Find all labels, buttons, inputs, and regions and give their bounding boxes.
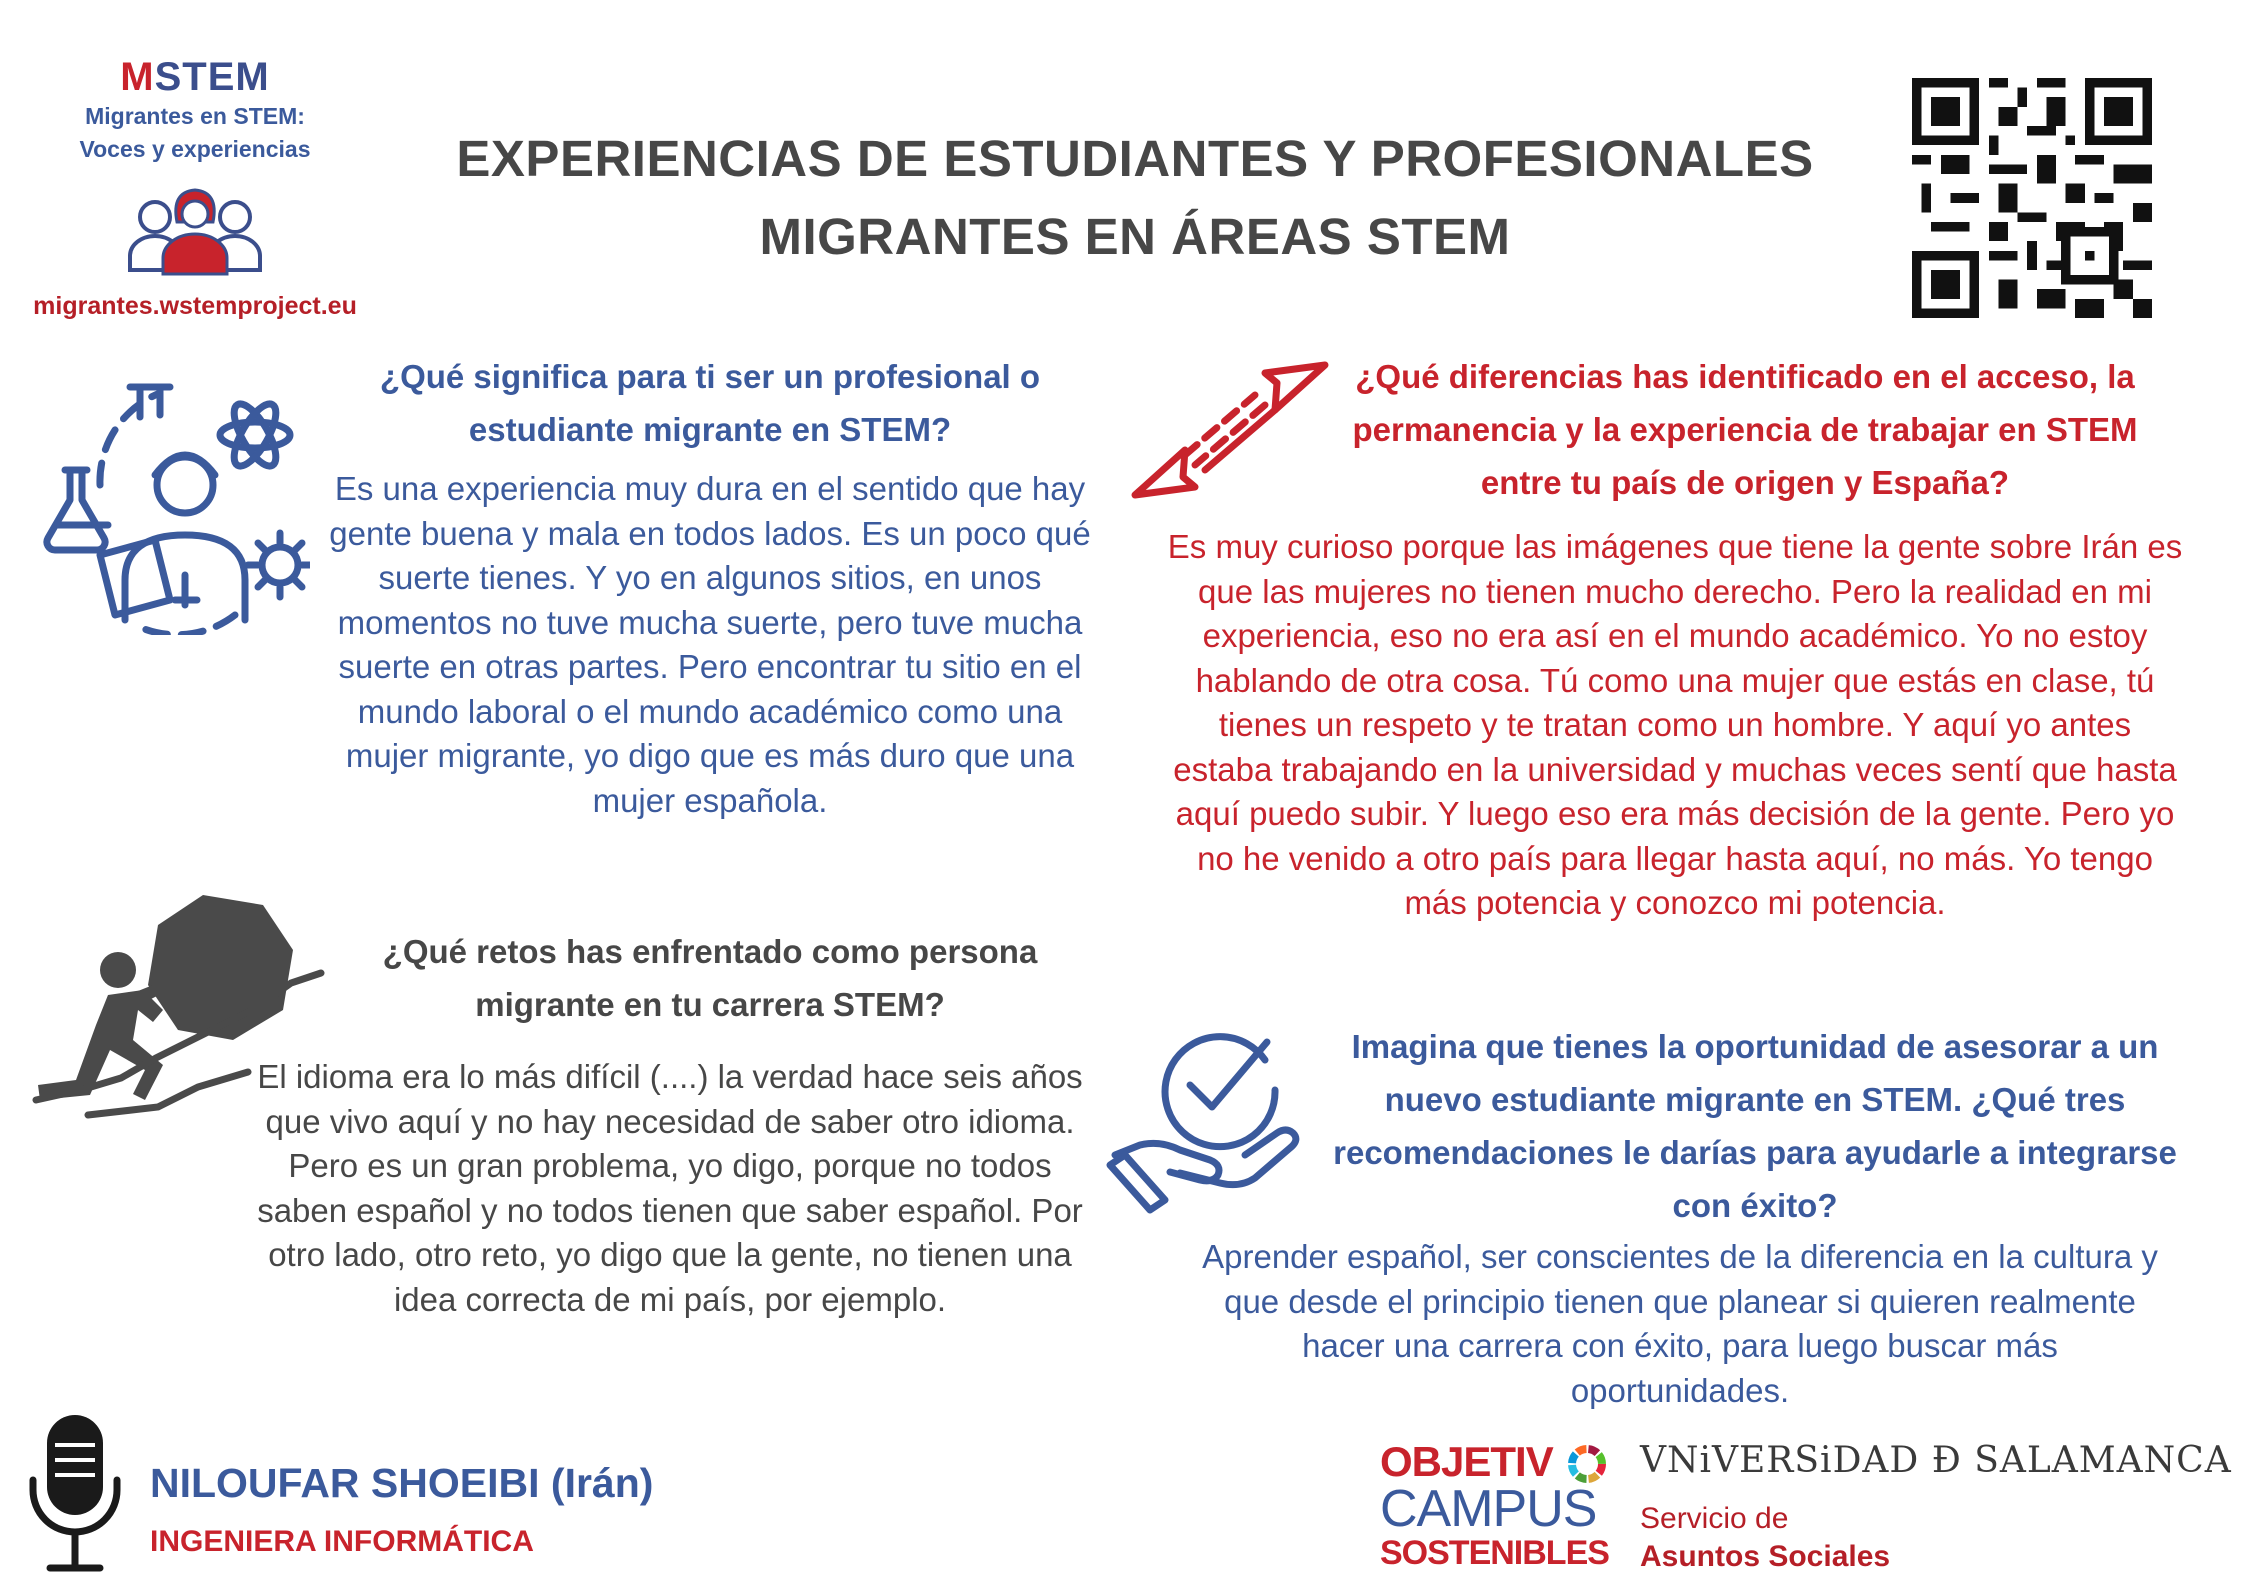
project-url[interactable]: migrantes.wstemproject.eu bbox=[33, 292, 357, 320]
two-way-arrows-icon bbox=[1125, 355, 1335, 505]
answer-2: Es muy curioso porque las imágenes que tiene la gente sobre Irán es que las mujeres no tienen mucho derecho. Pero la realidad en mi experiencia, eso no era así en el mundo académico. Yo no estoy hablando de otra cosa. Tú como una mujer que estás en clase, tú tienes un respeto y te tratan como un hombre. Y aquí yo antes estaba trabajando en la universidad y muchas veces sentí que hasta aquí puedo subir. Y luego eso era más decisión de la gente. Pero yo no he venido a otro país para llegar hasta aquí, no más. Yo tengo más potencia y conozco mi potencia. bbox=[1167, 528, 2183, 921]
sdg-wheel-icon bbox=[1567, 1444, 1607, 1484]
objetivo-line3: SOSTENIBLES bbox=[1380, 1534, 1609, 1572]
university-logo: VNiVERSiDAD Đ SALAMANCA bbox=[1640, 1440, 2232, 1481]
page-title-line2: MIGRANTES EN ÁREAS STEM bbox=[759, 208, 1511, 265]
question-4: Imagina que tienes la oportunidad de asesorar a un nuevo estudiante migrante en STEM. ¿Qué tres recomendaciones le darías para ayudarle a integrarse con éxito? bbox=[1333, 1028, 2177, 1224]
brand-subtitle-line1: Migrantes en STEM: bbox=[85, 103, 305, 129]
answer-3: El idioma era lo más difícil (....) la verdad hace seis años que vivo aquí y no hay necesidad de saber otro idioma. Pero es un gran problema, yo digo, porque no todos saben español y no todos tienen que saber español. Por otro lado, otro reto, yo digo que la gente, no tienen una idea correcta de mi país, por ejemplo. bbox=[257, 1058, 1083, 1318]
hand-check-icon bbox=[1105, 1025, 1305, 1215]
speaker-role: INGENIERA INFORMÁTICA bbox=[150, 1525, 534, 1558]
scientist-icon bbox=[30, 375, 310, 635]
service-line1: Servicio de bbox=[1640, 1502, 1789, 1535]
qr-code[interactable] bbox=[1912, 78, 2152, 318]
brand-subtitle-line2: Voces y experiencias bbox=[79, 136, 311, 162]
question-3: ¿Qué retos has enfrentado como persona migrante en tu carrera STEM? bbox=[382, 933, 1038, 1023]
speaker-name: NILOUFAR SHOEIBI (Irán) bbox=[150, 1460, 654, 1506]
people-group-icon bbox=[125, 182, 265, 277]
question-2: ¿Qué diferencias has identificado en el acceso, la permanencia y la experiencia de trabajar en STEM entre tu país de origen y España? bbox=[1352, 358, 2138, 501]
project-brand bbox=[20, 55, 370, 166]
objetivo-line1: OBJETIV bbox=[1380, 1438, 1553, 1485]
page-title-line1: EXPERIENCIAS DE ESTUDIANTES Y PROFESIONALES bbox=[456, 130, 1814, 187]
answer-4: Aprender español, ser conscientes de la diferencia en la cultura y que desde el principio tienen que planear si quieren realmente hacer una carrera con éxito, para luego buscar más oportunidades. bbox=[1202, 1238, 2158, 1409]
question-1: ¿Qué significa para ti ser un profesional o estudiante migrante en STEM? bbox=[379, 358, 1041, 448]
microphone-icon bbox=[25, 1410, 125, 1575]
objetivo-line2: CAMPUS bbox=[1380, 1480, 1597, 1538]
page-title bbox=[420, 120, 1850, 276]
brand-logo-title: MSTEM bbox=[120, 55, 270, 99]
answer-1: Es una experiencia muy dura en el sentido que hay gente buena y mala en todos lados. Es un poco qué suerte tienes. Y yo en algunos sitios, en unos momentos no tuve mucha suerte, pero tuve mucha suerte en otras partes. Pero encontrar tu sitio en el mundo laboral o el mundo académico como una mujer migrante, yo digo que es más duro que una mujer española. bbox=[329, 470, 1091, 819]
service-line2: Asuntos Sociales bbox=[1640, 1540, 1891, 1573]
